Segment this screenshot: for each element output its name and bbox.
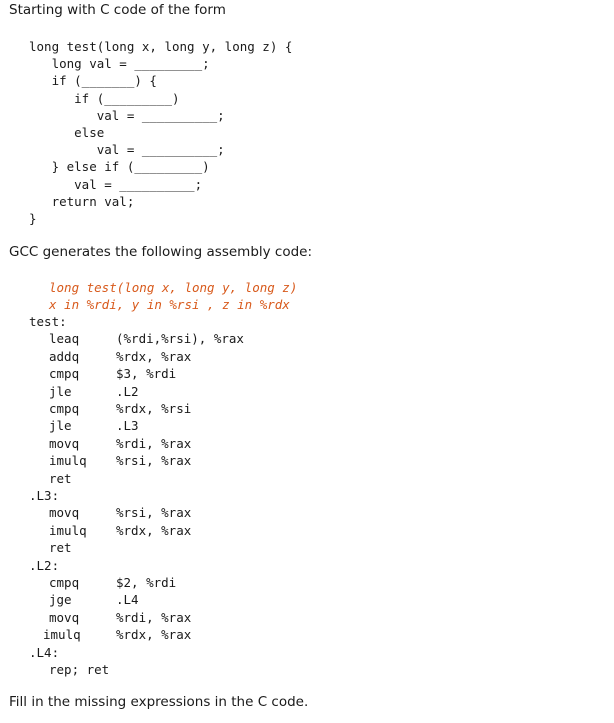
gcc-text: GCC generates the following assembly code: bbox=[9, 244, 313, 260]
c-code-line: if (_________) bbox=[29, 90, 180, 106]
asm-label bbox=[29, 558, 59, 575]
asm-opcode: imulq bbox=[49, 453, 87, 469]
asm-opcode: rep; ret bbox=[49, 662, 110, 677]
asm-instruction bbox=[49, 540, 449, 557]
asm-opcode: ret bbox=[49, 540, 72, 556]
asm-opcode: cmpq bbox=[49, 401, 80, 416]
c-code-line: long val = _________; bbox=[29, 56, 210, 72]
c-code-line: else bbox=[29, 124, 105, 140]
c-code-line: } bbox=[29, 210, 37, 226]
asm-operands: %rsi, %rax bbox=[116, 505, 192, 521]
asm-instruction bbox=[49, 401, 449, 418]
c-code-line: long test(long x, long y, long z) { bbox=[29, 39, 293, 54]
asm-label-text: .L2: bbox=[29, 557, 60, 573]
asm-label bbox=[29, 314, 67, 331]
asm-operands: %rdi, %rax bbox=[116, 435, 192, 451]
asm-comment-line: x in %rdi, y in %rsi , z in %rdx bbox=[49, 297, 290, 313]
c-code-line: val = __________; bbox=[29, 107, 225, 123]
asm-instruction bbox=[49, 453, 449, 470]
outro-text: Fill in the missing expressions in the C code. bbox=[9, 694, 309, 710]
asm-opcode: jge bbox=[49, 592, 72, 608]
asm-opcode: imulq bbox=[43, 627, 81, 643]
asm-operands: .L2 bbox=[116, 383, 139, 399]
asm-operands: .L4 bbox=[116, 592, 139, 608]
asm-opcode: jle bbox=[49, 383, 72, 399]
asm-operands: $2, %rdi bbox=[116, 575, 177, 590]
c-code-line: if (_______) { bbox=[29, 73, 157, 89]
asm-opcode: movq bbox=[49, 435, 80, 451]
asm-operands: %rdi, %rax bbox=[116, 609, 192, 625]
asm-operands: %rdx, %rax bbox=[116, 627, 192, 643]
asm-instruction bbox=[49, 384, 449, 401]
c-code-line: val = __________; bbox=[29, 176, 203, 192]
asm-opcode: cmpq bbox=[49, 366, 80, 382]
asm-operands: %rdx, %rsi bbox=[116, 401, 192, 416]
asm-instruction bbox=[49, 366, 449, 383]
asm-operands: $3, %rdi bbox=[116, 366, 177, 382]
asm-label bbox=[29, 488, 59, 505]
asm-opcode: addq bbox=[49, 348, 80, 364]
asm-instruction bbox=[43, 627, 443, 644]
c-code-line: } else if (_________) bbox=[29, 159, 210, 175]
asm-opcode: cmpq bbox=[49, 575, 80, 590]
assembly-block bbox=[0, 314, 614, 684]
asm-comment-line: long test(long x, long y, long z) bbox=[49, 280, 298, 295]
asm-instruction bbox=[49, 471, 449, 488]
asm-instruction bbox=[49, 418, 449, 435]
asm-opcode: ret bbox=[49, 470, 72, 486]
asm-instruction bbox=[49, 575, 449, 592]
asm-opcode: leaq bbox=[49, 331, 80, 347]
asm-label bbox=[29, 645, 59, 662]
asm-opcode: imulq bbox=[49, 522, 87, 538]
asm-instruction bbox=[49, 523, 449, 540]
asm-operands: %rsi, %rax bbox=[116, 453, 192, 469]
asm-label-text: .L4: bbox=[29, 644, 60, 660]
asm-instruction bbox=[49, 436, 449, 453]
asm-opcode: movq bbox=[49, 609, 80, 625]
asm-opcode: movq bbox=[49, 505, 80, 521]
asm-operands: (%rdi,%rsi), %rax bbox=[116, 331, 244, 347]
asm-label-text: test: bbox=[29, 314, 67, 329]
asm-label-text: .L3: bbox=[29, 488, 60, 503]
asm-instruction bbox=[49, 662, 449, 679]
asm-instruction bbox=[49, 505, 449, 522]
asm-instruction bbox=[49, 592, 449, 609]
asm-instruction bbox=[49, 610, 449, 627]
asm-opcode: jle bbox=[49, 418, 72, 434]
asm-operands: %rdx, %rax bbox=[116, 522, 192, 538]
asm-instruction bbox=[49, 349, 449, 366]
intro-text: Starting with C code of the form bbox=[9, 2, 226, 18]
asm-operands: .L3 bbox=[116, 418, 139, 434]
c-code-line: return val; bbox=[29, 193, 135, 209]
c-code-line: val = __________; bbox=[29, 142, 225, 158]
asm-instruction bbox=[49, 331, 449, 348]
asm-operands: %rdx, %rax bbox=[116, 348, 192, 364]
